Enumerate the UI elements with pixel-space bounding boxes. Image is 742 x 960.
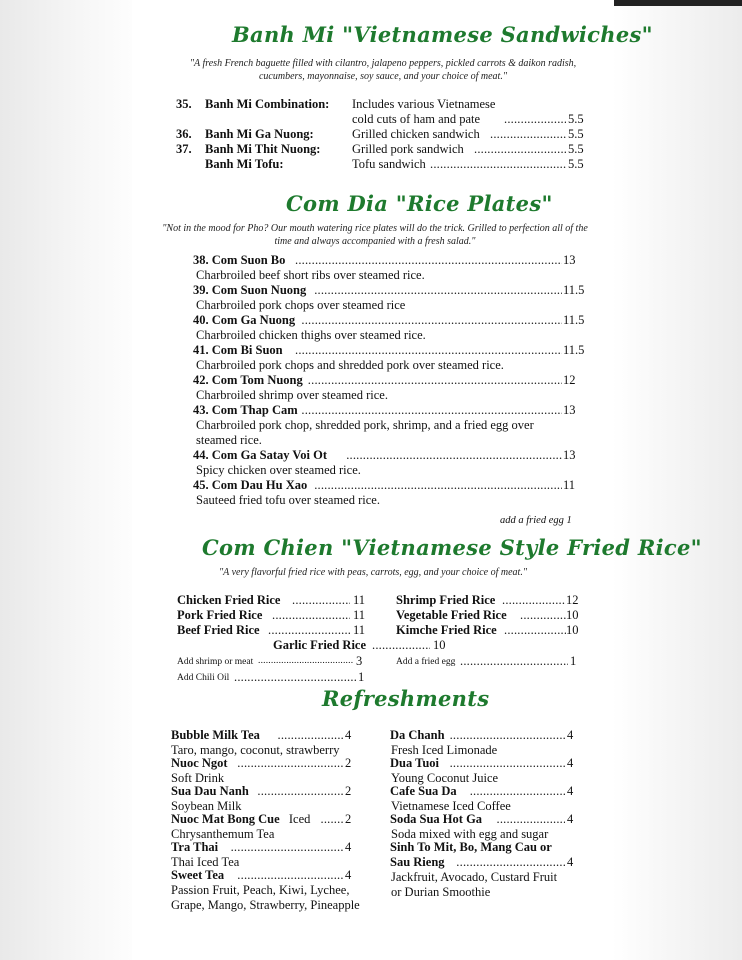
rice-plate-name: 42. Com Tom Nuong (193, 373, 303, 387)
banh-mi-price: 5.5 (568, 157, 584, 171)
rice-plate-desc: Charbroiled pork chop, shredded pork, shrimp, and a fried egg over (196, 418, 534, 432)
fried-rice-name: Beef Fried Rice (177, 623, 260, 637)
rice-plate-name: 39. Com Suon Nuong (193, 283, 307, 297)
leader-dots (301, 403, 562, 418)
rice-plate-desc: Charbroiled beef short ribs over steamed rice. (196, 268, 425, 282)
fried-rice-price: 11 (353, 593, 366, 607)
rice-plate-price: 13 (563, 448, 576, 462)
drink-desc: Soybean Milk (171, 799, 242, 813)
drink-desc: Soft Drink (171, 771, 225, 785)
rice-plate-desc: Charbroiled shrimp over steamed rice. (196, 388, 388, 402)
addon-price: 1 (358, 670, 365, 684)
rice-plate-name: 38. Com Suon Bo (193, 253, 286, 267)
drink-desc: Thai Iced Tea (171, 855, 240, 869)
leader-dots (497, 812, 566, 827)
rice-plate-price: 12 (563, 373, 576, 387)
leader-dots (268, 623, 350, 638)
drink-price: 4 (567, 812, 574, 826)
drink-name: Nuoc Ngot (171, 756, 228, 770)
leader-dots (258, 654, 353, 669)
rice-plate-desc: Charbroiled pork chops over steamed rice (196, 298, 406, 312)
refreshments-title: Refreshments (322, 686, 490, 711)
leader-dots (295, 343, 562, 358)
leader-dots (272, 608, 350, 623)
drink-desc: or Durian Smoothie (391, 885, 491, 899)
leader-dots (257, 784, 343, 799)
leader-dots (502, 593, 566, 608)
leader-dots (504, 112, 566, 127)
addon-name: Add a fried egg (396, 657, 456, 667)
banh-mi-desc: cold cuts of ham and pate (352, 112, 481, 126)
drink-desc: Taro, mango, coconut, strawberry (171, 743, 340, 757)
leader-dots (301, 313, 562, 328)
drink-price: 4 (345, 868, 352, 882)
leader-dots (278, 728, 344, 743)
drink-price: 4 (345, 840, 352, 854)
drink-name: Sau Rieng (390, 855, 445, 869)
banh-mi-name: Banh Mi Combination: (205, 97, 330, 111)
leader-dots (314, 478, 562, 493)
leader-dots (292, 593, 350, 608)
rice-plate-name: 43. Com Thap Cam (193, 403, 298, 417)
leader-dots (456, 855, 565, 870)
rice-plate-price: 13 (563, 253, 576, 267)
drink-name: Soda Sua Hot Ga (390, 812, 483, 826)
banh-mi-name: Banh Mi Ga Nuong: (205, 127, 314, 141)
drink-desc: Young Coconut Juice (391, 771, 499, 785)
drink-name: Nuoc Mat Bong Cue (171, 812, 280, 826)
fried-rice-name: Shrimp Fried Rice (396, 593, 496, 607)
leader-dots (430, 157, 566, 172)
banh-mi-desc: Includes various Vietnamese (352, 97, 496, 111)
drink-price: 2 (345, 756, 352, 770)
leader-dots (474, 142, 566, 157)
rice-plate-name: 45. Com Dau Hu Xao (193, 478, 308, 492)
banh-mi-desc: Grilled pork sandwich (352, 142, 464, 156)
leader-dots (346, 448, 562, 463)
drink-name: Da Chanh (390, 728, 445, 742)
drink-name: Sweet Tea (171, 868, 225, 882)
drink-name: Dua Tuoi (390, 756, 439, 770)
com-chien-desc: "A very flavorful fried rice with peas, carrots, egg, and your choice of meat." (218, 567, 528, 578)
drink-name: Tra Thai (171, 840, 219, 854)
drink-desc: Soda mixed with egg and sugar (391, 827, 549, 841)
fried-rice-name: Pork Fried Rice (177, 608, 263, 622)
leader-dots (231, 840, 343, 855)
fried-rice-price: 11 (353, 608, 366, 622)
com-chien-title: Com Chien "Vietnamese Style Fried Rice" (202, 535, 702, 560)
drink-desc: Jackfruit, Avocado, Custard Fruit (391, 870, 558, 884)
leader-dots (314, 283, 562, 298)
drink-price: 4 (567, 855, 574, 869)
drink-desc: Fresh Iced Limonade (391, 743, 498, 757)
rice-plate-price: 11.5 (563, 283, 585, 297)
banh-mi-desc: Grilled chicken sandwich (352, 127, 480, 141)
leader-dots (237, 868, 343, 883)
drink-price: 2 (345, 784, 352, 798)
addon-price: 3 (356, 654, 363, 668)
addon-name: Add Chili Oil (177, 673, 230, 683)
rice-plate-desc: Charbroiled chicken thighs over steamed rice. (196, 328, 426, 342)
drink-desc: Vietnamese Iced Coffee (391, 799, 511, 813)
rice-plate-price: 11.5 (563, 313, 585, 327)
rice-plate-desc: Spicy chicken over steamed rice. (196, 463, 361, 477)
banh-mi-name: Banh Mi Tofu: (205, 157, 284, 171)
banh-mi-price: 5.5 (568, 127, 584, 141)
com-dia-title: Com Dia "Rice Plates" (286, 191, 553, 216)
fried-rice-price: 12 (566, 593, 579, 607)
rice-plate-price: 11 (563, 478, 576, 492)
rice-plate-desc: Sauteed fried tofu over steamed rice. (196, 493, 380, 507)
rice-plate-desc: steamed rice. (196, 433, 262, 447)
fried-rice-name: Chicken Fried Rice (177, 593, 281, 607)
fried-rice-name: Kimche Fried Rice (396, 623, 497, 637)
leader-dots (237, 756, 343, 771)
drink-desc: Chrysanthemum Tea (171, 827, 275, 841)
rice-plate-name: 44. Com Ga Satay Voi Ot (193, 448, 328, 462)
drink-price: 4 (345, 728, 352, 742)
drink-price: 4 (567, 756, 574, 770)
drink-desc: Passion Fruit, Peach, Kiwi, Lychee, (171, 883, 350, 897)
rice-plate-name: 40. Com Ga Nuong (193, 313, 296, 327)
banh-mi-price: 5.5 (568, 112, 584, 126)
leader-dots (460, 654, 568, 669)
banh-mi-desc: "A fresh French baguette filled with cilantro, jalapeno peppers, pickled carrots & daikon radish, cucumbers, mayonnaise, soy sauce, and your choice of meat." (189, 58, 577, 82)
rice-plate-desc: Charbroiled pork chops and shredded pork over steamed rice. (196, 358, 504, 372)
leader-dots (470, 784, 565, 799)
banh-mi-title: Banh Mi "Vietnamese Sandwiches" (232, 22, 653, 47)
fried-rice-price: 10 (566, 608, 579, 622)
leader-dots (520, 608, 566, 623)
leader-dots (321, 812, 344, 827)
leader-dots (450, 728, 565, 743)
fried-rice-price: 10 (566, 623, 579, 637)
banh-mi-num: 35. (176, 97, 192, 111)
rice-plate-price: 13 (563, 403, 576, 417)
drink-price: 4 (567, 728, 574, 742)
fried-rice-price: 10 (433, 638, 446, 652)
banh-mi-num: 37. (176, 142, 192, 156)
rice-plate-name: 41. Com Bi Suon (193, 343, 283, 357)
drink-desc: Grape, Mango, Strawberry, Pineapple (171, 898, 360, 912)
rice-plate-price: 11.5 (563, 343, 585, 357)
drink-name: Sua Dau Nanh (171, 784, 249, 798)
leader-dots (372, 638, 430, 653)
drink-name-suffix: Iced (288, 812, 311, 826)
drink-name: Sinh To Mit, Bo, Mang Cau or (390, 840, 552, 854)
banh-mi-price: 5.5 (568, 142, 584, 156)
addon-name: Add shrimp or meat (177, 657, 254, 667)
leader-dots (490, 127, 566, 142)
com-dia-desc: "Not in the mood for Pho? Our mouth watering rice plates will do the trick. Grilled to perfection all of the time and always accompanied with a fresh salad." (162, 223, 588, 247)
leader-dots (504, 623, 566, 638)
leader-dots (234, 670, 356, 685)
banh-mi-desc: Tofu sandwich (352, 157, 426, 171)
leader-dots (295, 253, 562, 268)
leader-dots (450, 756, 565, 771)
fried-rice-price: 11 (353, 623, 366, 637)
fried-rice-name: Vegetable Fried Rice (396, 608, 507, 622)
drink-name: Bubble Milk Tea (171, 728, 260, 742)
banh-mi-num: 36. (176, 127, 192, 141)
drink-price: 2 (345, 812, 352, 826)
fried-rice-name: Garlic Fried Rice (273, 638, 367, 652)
drink-price: 4 (567, 784, 574, 798)
banh-mi-name: Banh Mi Thit Nuong: (205, 142, 321, 156)
addon-price: 1 (570, 654, 577, 668)
drink-name: Cafe Sua Da (390, 784, 457, 798)
fried-egg-note: add a fried egg 1 (500, 515, 572, 526)
leader-dots (308, 373, 562, 388)
